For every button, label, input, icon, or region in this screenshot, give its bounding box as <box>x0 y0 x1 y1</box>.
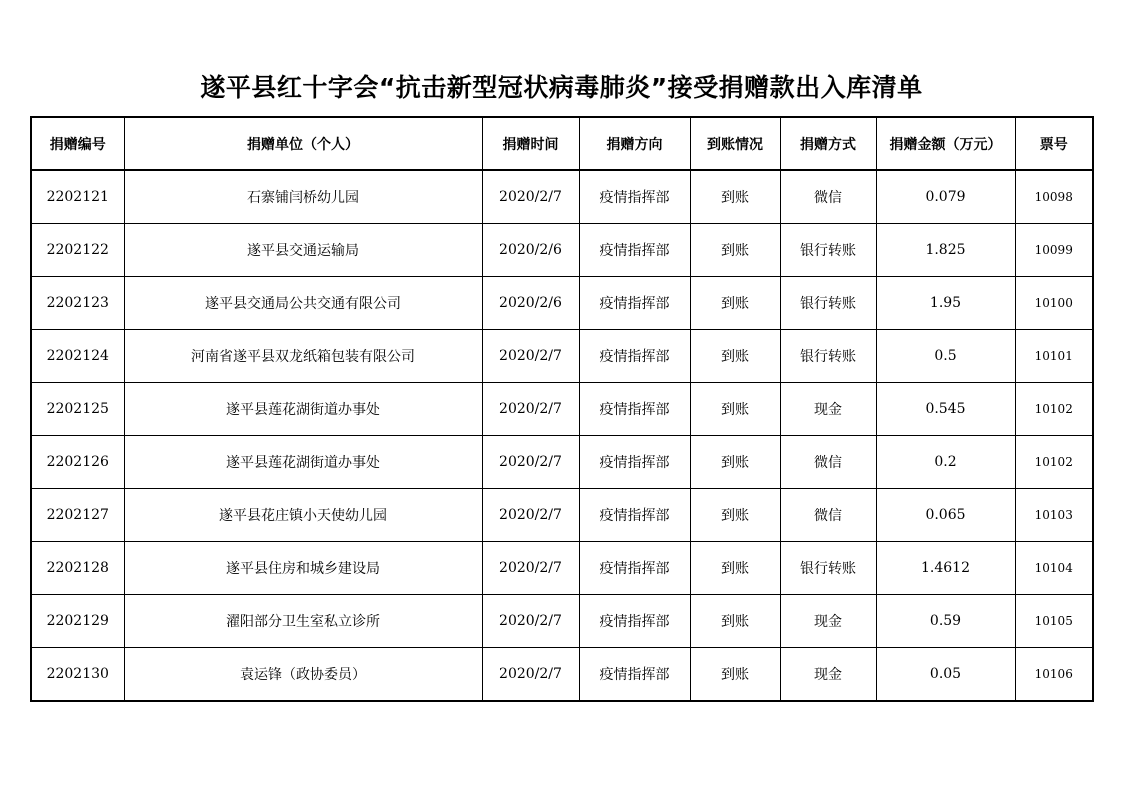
ticket-no-cell: 10105 <box>1015 595 1093 648</box>
arrival-status-cell: 到账 <box>690 277 780 330</box>
table-row <box>31 595 1093 648</box>
arrival-status-cell: 到账 <box>690 330 780 383</box>
donation-id-cell: 2202123 <box>31 277 124 330</box>
date-cell: 2020/2/7 <box>482 383 579 436</box>
ticket-no-cell: 10106 <box>1015 648 1093 702</box>
donation-id-cell: 2202127 <box>31 489 124 542</box>
amount-cell: 0.5 <box>876 330 1015 383</box>
table-row <box>31 224 1093 277</box>
ticket-no-cell: 10099 <box>1015 224 1093 277</box>
header-amount: 捐赠金额（万元） <box>876 117 1015 170</box>
donor-cell: 遂平县住房和城乡建设局 <box>124 542 482 595</box>
direction-cell: 疫情指挥部 <box>579 330 690 383</box>
donation-id-cell: 2202129 <box>31 595 124 648</box>
ticket-no-cell: 10102 <box>1015 436 1093 489</box>
donation-table <box>30 116 1094 702</box>
direction-cell: 疫情指挥部 <box>579 489 690 542</box>
arrival-status-cell: 到账 <box>690 489 780 542</box>
donor-cell: 濯阳部分卫生室私立诊所 <box>124 595 482 648</box>
donation-id-cell: 2202128 <box>31 542 124 595</box>
date-cell: 2020/2/7 <box>482 436 579 489</box>
method-cell: 银行转账 <box>780 542 876 595</box>
arrival-status-cell: 到账 <box>690 170 780 224</box>
date-cell: 2020/2/6 <box>482 224 579 277</box>
donor-cell: 袁运锋（政协委员） <box>124 648 482 702</box>
donation-id-cell: 2202122 <box>31 224 124 277</box>
donor-cell: 遂平县交通运输局 <box>124 224 482 277</box>
arrival-status-cell: 到账 <box>690 542 780 595</box>
arrival-status-cell: 到账 <box>690 648 780 702</box>
amount-cell: 1.825 <box>876 224 1015 277</box>
header-date: 捐赠时间 <box>482 117 579 170</box>
donor-cell: 石寨铺闫桥幼儿园 <box>124 170 482 224</box>
method-cell: 现金 <box>780 383 876 436</box>
donor-cell: 河南省遂平县双龙纸箱包装有限公司 <box>124 330 482 383</box>
amount-cell: 0.05 <box>876 648 1015 702</box>
direction-cell: 疫情指挥部 <box>579 436 690 489</box>
donor-cell: 遂平县莲花湖街道办事处 <box>124 383 482 436</box>
arrival-status-cell: 到账 <box>690 595 780 648</box>
table-row <box>31 648 1093 702</box>
table-row <box>31 170 1093 224</box>
arrival-status-cell: 到账 <box>690 383 780 436</box>
donation-id-cell: 2202121 <box>31 170 124 224</box>
amount-cell: 1.95 <box>876 277 1015 330</box>
method-cell: 现金 <box>780 648 876 702</box>
direction-cell: 疫情指挥部 <box>579 648 690 702</box>
ticket-no-cell: 10103 <box>1015 489 1093 542</box>
header-direction: 捐赠方向 <box>579 117 690 170</box>
date-cell: 2020/2/7 <box>482 330 579 383</box>
table-row <box>31 383 1093 436</box>
date-cell: 2020/2/7 <box>482 648 579 702</box>
amount-cell: 0.2 <box>876 436 1015 489</box>
amount-cell: 0.59 <box>876 595 1015 648</box>
donation-id-cell: 2202125 <box>31 383 124 436</box>
header-ticket-no: 票号 <box>1015 117 1093 170</box>
table-row <box>31 436 1093 489</box>
method-cell: 微信 <box>780 170 876 224</box>
donation-id-cell: 2202124 <box>31 330 124 383</box>
amount-cell: 0.065 <box>876 489 1015 542</box>
method-cell: 现金 <box>780 595 876 648</box>
ticket-no-cell: 10098 <box>1015 170 1093 224</box>
amount-cell: 1.4612 <box>876 542 1015 595</box>
direction-cell: 疫情指挥部 <box>579 383 690 436</box>
direction-cell: 疫情指挥部 <box>579 542 690 595</box>
direction-cell: 疫情指挥部 <box>579 224 690 277</box>
date-cell: 2020/2/7 <box>482 489 579 542</box>
date-cell: 2020/2/7 <box>482 170 579 224</box>
donation-id-cell: 2202130 <box>31 648 124 702</box>
ticket-no-cell: 10100 <box>1015 277 1093 330</box>
ticket-no-cell: 10101 <box>1015 330 1093 383</box>
table-row <box>31 330 1093 383</box>
direction-cell: 疫情指挥部 <box>579 595 690 648</box>
direction-cell: 疫情指挥部 <box>579 170 690 224</box>
arrival-status-cell: 到账 <box>690 436 780 489</box>
donor-cell: 遂平县花庄镇小天使幼儿园 <box>124 489 482 542</box>
ticket-no-cell: 10104 <box>1015 542 1093 595</box>
table-row <box>31 489 1093 542</box>
header-method: 捐赠方式 <box>780 117 876 170</box>
method-cell: 微信 <box>780 436 876 489</box>
method-cell: 微信 <box>780 489 876 542</box>
method-cell: 银行转账 <box>780 330 876 383</box>
method-cell: 银行转账 <box>780 224 876 277</box>
table-row <box>31 542 1093 595</box>
header-arrival-status: 到账情况 <box>690 117 780 170</box>
arrival-status-cell: 到账 <box>690 224 780 277</box>
header-row <box>31 117 1093 170</box>
date-cell: 2020/2/6 <box>482 277 579 330</box>
date-cell: 2020/2/7 <box>482 595 579 648</box>
header-donor: 捐赠单位（个人） <box>124 117 482 170</box>
amount-cell: 0.079 <box>876 170 1015 224</box>
header-donation-id: 捐赠编号 <box>31 117 124 170</box>
table-row <box>31 277 1093 330</box>
document-title: 遂平县红十字会“抗击新型冠状病毒肺炎”接受捐赠款出入库清单 <box>200 73 923 102</box>
donation-id-cell: 2202126 <box>31 436 124 489</box>
direction-cell: 疫情指挥部 <box>579 277 690 330</box>
ticket-no-cell: 10102 <box>1015 383 1093 436</box>
method-cell: 银行转账 <box>780 277 876 330</box>
amount-cell: 0.545 <box>876 383 1015 436</box>
donor-cell: 遂平县交通局公共交通有限公司 <box>124 277 482 330</box>
date-cell: 2020/2/7 <box>482 542 579 595</box>
donor-cell: 遂平县莲花湖街道办事处 <box>124 436 482 489</box>
